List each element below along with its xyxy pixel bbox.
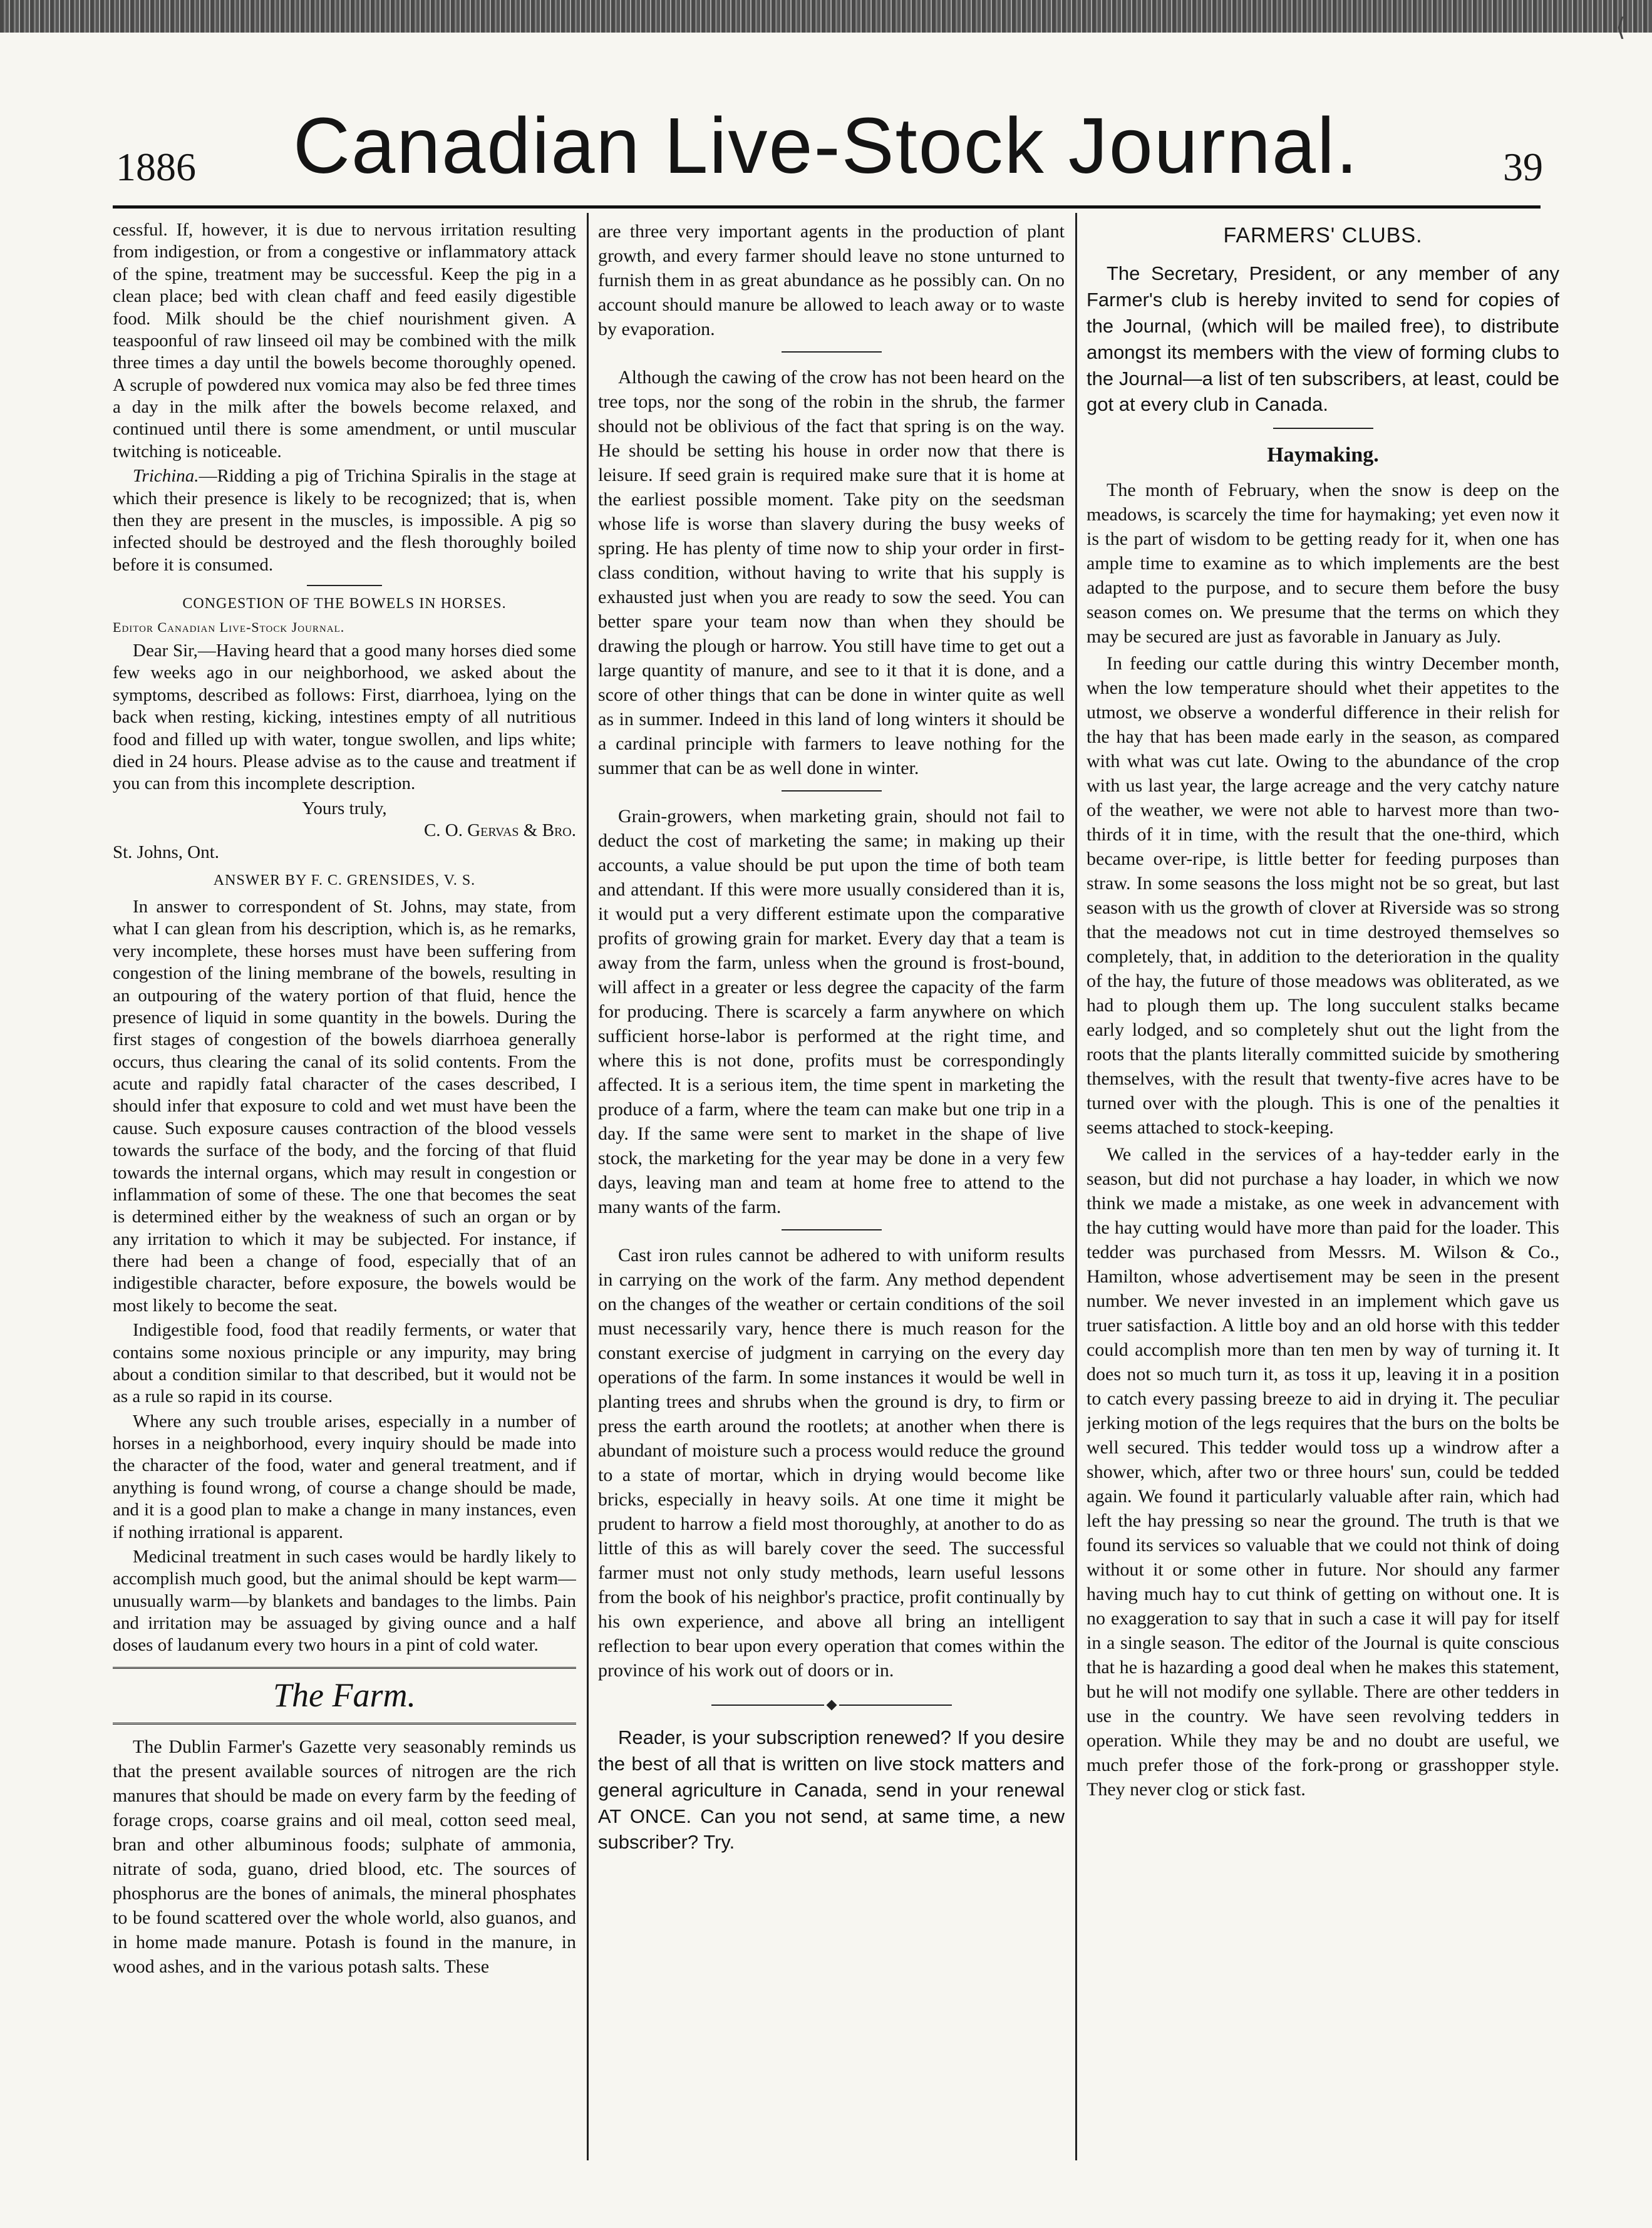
clubs-heading: FARMERS' CLUBS. [1223,224,1423,247]
page-number: 39 [1503,145,1543,189]
scan-mark: ⟨ [1616,13,1626,41]
clubs-notice: The Secretary, President, or any member of any Farmer's club is hereby invited to send for copies of the Journal, (which will be mailed free), to distribute amongst its members with the view of forming clubs to the Journal—a list of ten subscribers, at least, could be got at every club in Canada. [1087,262,1559,416]
paragraph: Cast iron rules cannot be adhered to with uniform results in carrying on the work of the farm. Any method dependent on the changes of the weather or certain conditions of the soil must necessarily vary, hence there is much reason for the constant exercise of judgment in carrying on the every day operations of the farm. In some instances it would be well in planting trees and shrubs when the ground is dry, to firm or press the earth around the rootlets; at another when there is abundant of moisture such a process would reduce the ground to a state of mortar, which in drying would become like bricks, especially in heavy soils. At one time it might be prudent to harrow a field most thoroughly, at another to do as little of this as will barely cover the seed. The successful farmer must not only study methods, learn useful lessons from the book of his neighbor's practice, profit continually by his own experience, and above all bring an intelligent reflection to bear upon every operation that comes within the province of his work out of doors or in. [598,1245,1065,1681]
masthead [0,100,1652,207]
short-rule [782,1229,882,1230]
letter-signature: C. O. Gervas & Bro. [423,820,576,841]
column-divider [587,213,589,2160]
column-left [113,219,576,2173]
paragraph: The Dublin Farmer's Gazette very seasonably reminds us that the present available sources of nitrogen are the rich manures that should be made on every farm by the feeding of forage crops, coarse grains and oil meal, cotton seed meal, bran and other albuminous foods; sulphate of ammonia, nitrate of soda, guano, dried blood, etc. The sources of phosphorus are the bones of animals, the mineral phosphates to be found scattered over the whole world, also guanos, and in home made manure. Potash is found in the manure, in wood ashes, and in the various potash salts. These [113,1736,576,1977]
paragraph-text: —Ridding a pig of Trichina Spiralis in the stage at which their presence is likely to be recognized; that is, when then they are present in the muscles, is impossible. A pig so infected should be destroyed and the flesh thoroughly boiled before it is consumed. [113,466,576,575]
paragraph: Where any such trouble arises, especially in a number of horses in a neighborhood, every inquiry should be made into the character of the food, water and general treatment, and if anything is found wrong, of course a change should be made, and it is a good plan to make a change in many instances, even if nothing irrational is apparent. [113,1411,576,1542]
paragraph: The month of February, when the snow is deep on the meadows, is scarcely the time for haymaking; yet even now it is the part of wisdom to be getting ready for it, when one has ample time to examine as to which implements are the best adapted to the purpose, and to secure them before the busy season comes on. We presume that the terms on which they may be secured are just as favorable in January as July. [1087,480,1559,647]
ornament-rule [598,1691,1065,1716]
short-rule [782,351,882,353]
issue-year: 1886 [116,145,196,189]
letter-closing: Yours truly, [302,798,387,818]
paragraph: cessful. If, however, it is due to nervous irritation resulting from indigestion, or from a congestive or inflammatory attack of the spine, treatment may be successful. Keep the pig in a clean place; bed with clean chaff and feed easily digestible food. Milk should be the chief nourishment given. A teaspoonful of raw linseed oil may be combined with the milk three times a day until the bowels become thoroughly opened. A scruple of powdered nux vomica may also be fed three times a day in the milk after the bowels become relaxed, and continued until there is some amendment, or until muscular twitching is noticeable. [113,220,576,462]
paragraph: We called in the services of a hay-tedder early in the season, but did not purchase a hay loader, in which we now think we made a mistake, as one week in advancement with the hay cutting would have more than paid for the loader. This tedder was purchased from Messrs. M. Wilson & Co., Hamilton, whose advertisement may be seen in the present number. We never invested in an implement which gave us truer satisfaction. A little boy and an old horse with this tedder could accomplish more than ten men by way of turning it. It does not so much turn it, as toss it up, leaving it in a position to catch every passing breeze to aid in drying it. The peculiar jerking motion of the legs requires that the burs on the bolts be well secured. This tedder would toss up a windrow after a shower, which, after two or three hours' sun, could be tedded again. We found it particularly valuable after rain, which had left the hay pressing so near the ground. The truth is that we found its services so valuable that we could not think of doing without it or some other in future. Nor should any farmer having much hay to cut think of getting on without one. It is no exaggeration to say that in such a case it will pay for itself in a single season. The editor of the Journal is quite conscious that he is hazarding a good deal when he makes this statement, but he will not modify one syllable. There are other tedders in use in the country. We have seen revolving tedders in operation. While they may be and no doubt are useful, we much prefer those of the fork-prong or grasshopper style. They never clog or stick fast. [1087,1144,1559,1800]
short-rule [307,585,382,586]
editor-address: Editor Canadian Live-Stock Journal. [113,619,345,636]
paragraph: In feeding our cattle during this wintry December month, when the low temperature should whet their appetites to the utmost, we observe a wonderful difference in their relish for the hay that has been made early in the season, as compared with what was cut late. Owing to the abundance of the crop with us last year, the large acreage and the very catchy nature of the weather, we were not able to harvest more than two-thirds of it in time, with the result that the one-third, which became over-ripe, is little better for feeding purposes than straw. In some seasons the loss might not be so great, but last season with us the growth of clover at Riverside was so strong that the meadows not cut in time destroyed themselves so completely, that, in addition to the deterioration in the quality of the hay, the future of those meadows was obliterated, as we had to plough them up. The long succulent stalks became early lodged, and so completely shut out the light from the roots that the plants literally committed suicide by smothering themselves, with the result that twenty-five acres have to be turned over with the plough. This is one of the penalties it seems attached to stock-keeping. [1087,653,1559,1138]
short-rule [1273,428,1373,429]
paragraph: Indigestible food, food that readily ferments, or water that contains some noxious principle or any impurity, may bring about a condition similar to that described, but it would not be as a rule so rapid in its course. [113,1320,576,1407]
column-divider [1075,213,1077,2160]
letter-place: St. Johns, Ont. [113,842,220,863]
column-right [1087,219,1559,2173]
letter-heading: CONGESTION OF THE BOWELS IN HORSES. [182,596,507,612]
subscription-notice: Reader, is your subscription renewed? If you desire the best of all that is written on live stock matters and general agriculture in Canada, send in your renewal AT ONCE. Can you not send, at same time, a new subscriber? Try. [598,1726,1065,1854]
journal-title: Canadian Live-Stock Journal. [293,101,1359,190]
scan-edge-band [0,0,1652,33]
paragraph [113,465,576,576]
short-rule [782,790,882,792]
masthead-rule [113,205,1541,209]
section-heading: The Farm. [113,1667,576,1725]
paragraph: Although the cawing of the crow has not been heard on the tree tops, nor the song of the robin in the shrub, the farmer should not be oblivious of the fact that spring is on the way. He should be setting his house in order now that there is leisure. If seed grain is required make sure that it is home at the earliest possible moment. Take pity on the seedsman whose life is worse than slavery during the busy weeks of spring. He has plenty of time now to ship your order in first-class condition, without having to write that his supply is exhausted just when you are ready to sow the seed. You can better spare your team now than when they should be drawing the plough or harrow. You still have time to get out a large quantity of manure, and see to it that it is done, and a score of other things that can be done in winter quite as well as in summer. Indeed in this land of long winters it should be a cardinal principle with farmers to leave nothing for the summer that can be as well done in winter. [598,367,1065,778]
paragraph: Grain-growers, when marketing grain, should not fail to deduct the cost of marketing the same; in making up their accounts, a value should be put upon the time of both team and attendant. If this were more usually considered than it is, it would put a very different estimate upon the comparative profits of growing grain for market. Every day that a team is away from the farm, unless when the ground is frost-bound, will affect in a greater or less degree the capacity of the farm for producing. There is scarcely a farm anywhere on which sufficient horse-labor is performed at the right time, and where this is not done, profits must be correspondingly affected. It is a serious item, the time spent in marketing the produce of a farm, where the team can make but one trip in a day. If the same were sent to market in the shape of live stock, the marketing for the year may be done in a very few days, leaving man and team at home free to attend to the many wants of the farm. [598,806,1065,1217]
paragraph: In answer to correspondent of St. Johns, may state, from what I can glean from his description, which is, as he remarks, very incomplete, these horses must have been suffering from congestion of the lining membrane of the bowels, resulting in an outpouring of the watery portion of that fluid, hence the presence of liquid in some quantity in the bowels. During the first stages of congestion of the bowels diarrhoea generally occurs, thus clearing the canal of its solid contents. From the acute and rapidly fatal character of the cases described, I should infer that exposure to cold and wet must have been the cause. Such exposure causes contraction of the blood vessels towards the surface of the body, and the forcing of that fluid towards the internal organs, which may result in congestion or inflammation of some of these. The one that becomes the seat is determined either by the weakness of such an organ or by any irritation to which it may be subjected. For instance, if there had been a change of food, especially that of an indigestible character, before exposure, the bowels would be most likely to become the seat. [113,897,576,1316]
haymaking-heading: Haymaking. [1267,443,1379,467]
run-in-heading: Trichina. [133,466,199,487]
column-middle [598,219,1065,2173]
paragraph: are three very important agents in the production of plant growth, and every farmer should leave no stone unturned to furnish them in as great abundance as he possibly can. On no account should manure be allowed to leach away or to waste by evaporation. [598,221,1065,339]
paragraph: Medicinal treatment in such cases would be hardly likely to accomplish much good, but the animal should be kept warm—unusually warm—by blankets and bandages to the limbs. Pain and irritation may be assuaged by giving ounce and a half doses of laudanum every two hours in a pint of cold water. [113,1546,576,1656]
answer-heading: ANSWER BY F. C. GRENSIDES, V. S. [213,872,476,889]
letter-body: Dear Sir,—Having heard that a good many horses died some few weeks ago in our neighborhood, we asked about the symptoms, described as follows: First, diarrhoea, lying on the back when resting, kicking, intestines empty of all nutritious food and filled up with water, tongue swollen, and lips white; died in 24 hours. Please advise as to the cause and treatment if you can from this incomplete description. [113,641,576,794]
